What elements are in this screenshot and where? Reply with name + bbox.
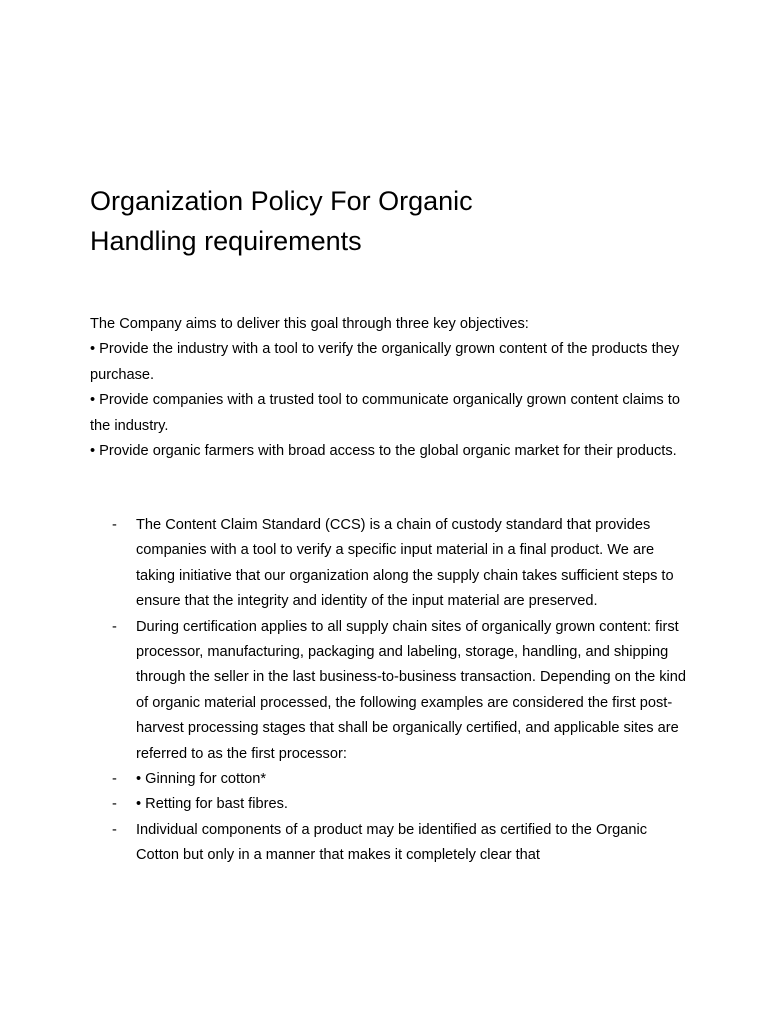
list-marker: - (112, 771, 117, 788)
list-item (90, 615, 690, 767)
list-item-text: During certification applies to all supply chain sites of organically grown content: first processor, manufacturing, packaging and labeling, storage, handling, and shipping through the seller in the last business-to-business transaction. Depending on the kind of organic material processed, the following examples are considered the first post-harvest processing stages that shall be organically certified, and applicable sites are referred to as the first processor: (136, 618, 687, 762)
list-marker: - (112, 618, 117, 635)
objective-2: • Provide companies with a trusted tool to communicate organically grown content claims to the industry. (90, 392, 680, 434)
document-title (90, 181, 730, 261)
objective-3: • Provide organic farmers with broad access to the global organic market for their products. (90, 443, 677, 460)
list-item-text: Individual components of a product may be identified as certified to the Organic Cotton but only in a manner that makes it completely clear that (136, 821, 648, 864)
list-item (90, 513, 690, 615)
title-line-1: Organization Policy For Organic (90, 186, 473, 216)
list-marker: - (112, 796, 117, 813)
list-item (90, 767, 690, 792)
list-item-text: The Content Claim Standard (CCS) is a chain of custody standard that provides companies with a tool to verify a specific input material in a final product. We are taking initiative that our organization along the supply chain takes sufficient steps to ensure that the integrity and identity of the input material are preserved. (136, 517, 674, 610)
list-item (90, 792, 690, 817)
intro-section (90, 312, 680, 464)
list-marker: - (112, 517, 117, 533)
policy-list (90, 513, 690, 869)
list-item-text: • Retting for bast fibres. (136, 796, 288, 813)
objective-1: • Provide the industry with a tool to verify the organically grown content of the products they purchase. (90, 341, 680, 383)
intro-paragraph: The Company aims to deliver this goal through three key objectives: (90, 316, 529, 332)
list-item (90, 818, 690, 869)
title-line-2: Handling requirements (90, 226, 362, 256)
list-item-text: • Ginning for cotton* (136, 771, 267, 788)
list-marker: - (112, 821, 117, 838)
